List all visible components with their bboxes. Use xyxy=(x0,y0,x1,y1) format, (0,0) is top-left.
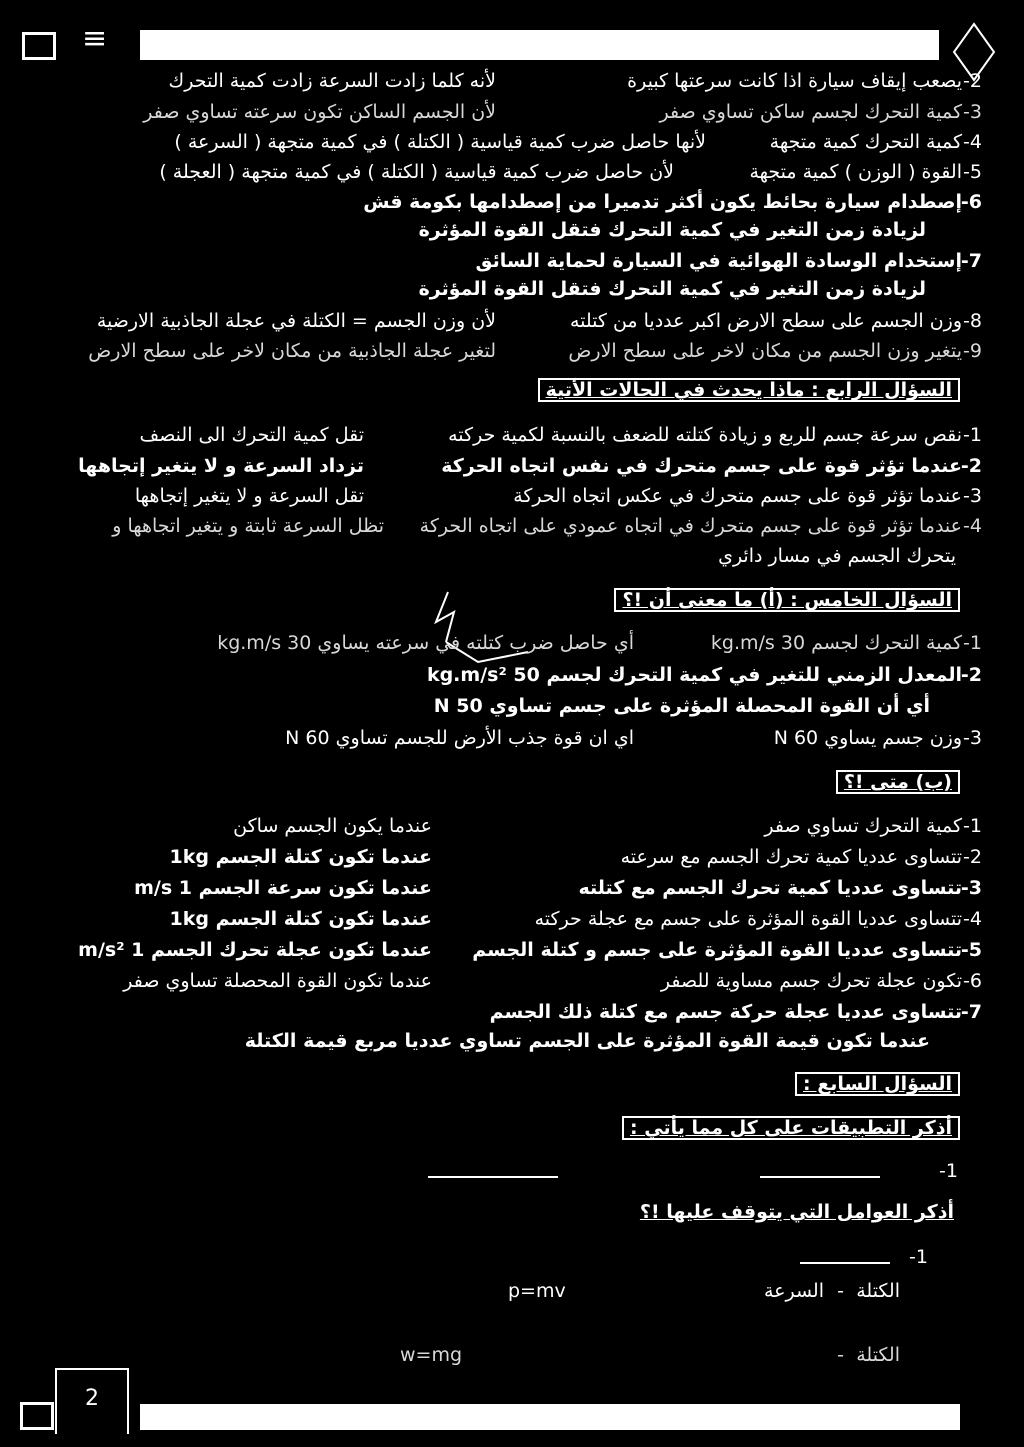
applications-number-1: -1 xyxy=(939,1160,958,1182)
statement-6: إصطدام سيارة بحائط يكون أكثر تدميرا من إصطدامها بكومة قش xyxy=(363,191,962,213)
factor2-formula: w=mg xyxy=(400,1344,463,1366)
case-number-3: -3 xyxy=(963,485,982,507)
when-number-6: -6 xyxy=(963,970,982,992)
number-5: -5 xyxy=(963,161,982,183)
meaning-answer-2: أي أن القوة المحصلة المؤثرة على جسم تساوي 50 N xyxy=(433,695,930,717)
reason-8: لأن وزن الجسم = الكتلة في عجلة الجاذبية الارضية xyxy=(96,310,496,332)
meaning-answer-3: اي ان قوة جذب الأرض للجسم تساوي 60 N xyxy=(285,727,634,749)
when-question-1: كمية التحرك تساوي صفر xyxy=(764,815,962,837)
result-3: تقل السرعة و لا يتغير إتجاهها xyxy=(134,485,364,507)
meaning-number-1: -1 xyxy=(963,632,982,654)
when-question-4: تتساوى عدديا القوة المؤثرة على جسم مع عجلة حركته xyxy=(534,908,962,930)
applications-scribble-left xyxy=(428,1176,558,1178)
when-answer-1: عندما يكون الجسم ساكن xyxy=(233,815,432,837)
factors-sub-number: -1 xyxy=(909,1246,928,1268)
result-2: تزداد السرعة و لا يتغير إتجاهها xyxy=(78,455,364,477)
case-4-continuation: يتحرك الجسم في مسار دائري xyxy=(718,545,956,567)
reason-4: لأنها حاصل ضرب كمية قياسية ( الكتلة ) في كمية متجهة ( السرعة ) xyxy=(174,131,706,153)
when-number-2: -2 xyxy=(963,846,982,868)
statement-5: القوة ( الوزن ) كمية متجهة xyxy=(749,161,962,183)
when-answer-4: عندما تكون كتلة الجسم 1kg xyxy=(169,908,432,930)
factors-sub-scribble xyxy=(800,1262,890,1264)
corner-box-bottom-left xyxy=(20,1402,54,1430)
corner-box-top-left xyxy=(22,32,56,60)
reason-2: لأنه كلما زادت السرعة زادت كمية التحرك xyxy=(168,70,496,92)
number-9: -9 xyxy=(963,340,982,362)
when-number-7: -7 xyxy=(960,1001,982,1023)
statement-2: يصعب إيقاف سيارة اذا كانت سرعتها كبيرة xyxy=(627,70,962,92)
number-3: -3 xyxy=(963,101,982,123)
when-question-2: تتساوى عدديا كمية تحرك الجسم مع سرعته xyxy=(620,846,962,868)
diamond-icon xyxy=(948,22,988,62)
case-4: عندما تؤثر قوة على جسم متحرك في اتجاه عمودي على اتجاه الحركة xyxy=(419,515,962,537)
when-number-4: -4 xyxy=(963,908,982,930)
case-3: عندما تؤثر قوة على جسم متحرك في عكس اتجاه الحركة xyxy=(513,485,962,507)
statement-3: كمية التحرك لجسم ساكن تساوي صفر xyxy=(659,101,962,123)
factor1-separator: - xyxy=(837,1280,844,1302)
case-number-4: -4 xyxy=(963,515,982,537)
number-7: -7 xyxy=(960,250,982,272)
section-heading-when: (ب) متى !؟ xyxy=(836,770,960,794)
header-bar xyxy=(140,30,939,60)
when-answer-5: عندما تكون عجلة تحرك الجسم 1 m/s² xyxy=(78,939,432,961)
statement-4: كمية التحرك كمية متجهة xyxy=(769,131,962,153)
statement-9: يتغير وزن الجسم من مكان لاخر على سطح الارض xyxy=(568,340,962,362)
number-2: -2 xyxy=(963,70,982,92)
statement-8: وزن الجسم على سطح الارض اكبر عدديا من كتلته xyxy=(569,310,962,332)
result-4: تظل السرعة ثابتة و يتغير اتجاهها و xyxy=(112,515,384,537)
section-heading-meaning: السؤال الخامس : (أ) ما معنى أن !؟ xyxy=(614,588,960,612)
result-1: تقل كمية التحرك الى النصف xyxy=(139,424,364,446)
factor1-formula: p=mv xyxy=(508,1280,566,1302)
when-question-7: تتساوى عدديا عجلة حركة جسم مع كتلة ذلك الجسم xyxy=(489,1001,962,1023)
reason-7: لزيادة زمن التغير في كمية التحرك فتقل القوة المؤثرة xyxy=(418,278,926,300)
meaning-statement-3: وزن جسم يساوي 60 N xyxy=(773,727,962,749)
case-2: عندما تؤثر قوة على جسم متحرك في نفس اتجاه الحركة xyxy=(441,455,962,477)
when-number-3: -3 xyxy=(960,877,982,899)
factor2-separator: - xyxy=(837,1344,844,1366)
meaning-statement-1: كمية التحرك لجسم 30 kg.m/s xyxy=(710,632,962,654)
when-question-5: تتساوى عدديا القوة المؤثرة على جسم و كتلة الجسم xyxy=(472,939,962,961)
meaning-answer-1: أي حاصل ضرب كتلته في سرعته يساوي 30 kg.m/s xyxy=(217,632,634,654)
meaning-number-2: -2 xyxy=(960,664,982,686)
when-question-6: تكون عجلة تحرك جسم مساوية للصفر xyxy=(660,970,962,992)
page-number: 2 xyxy=(55,1368,129,1434)
reason-6: لزيادة زمن التغير في كمية التحرك فتقل القوة المؤثرة xyxy=(418,219,926,241)
section-subheading-applications: أذكر التطبيقات على كل مما يأتي : xyxy=(622,1116,960,1140)
reason-3: لأن الجسم الساكن تكون سرعته تساوي صفر xyxy=(143,101,496,123)
when-answer-3: عندما تكون سرعة الجسم 1 m/s xyxy=(134,877,432,899)
reason-9: لتغير عجلة الجاذبية من مكان لاخر على سطح الارض xyxy=(88,340,496,362)
when-answer-2: عندما تكون كتلة الجسم 1kg xyxy=(169,846,432,868)
meaning-statement-2: المعدل الزمني للتغير في كمية التحرك لجسم 50 kg.m/s² xyxy=(426,664,962,686)
when-number-5: -5 xyxy=(960,939,982,961)
when-question-3: تتساوى عدديا كمية تحرك الجسم مع كتلته xyxy=(578,877,962,899)
factor1-label: الكتلة xyxy=(856,1280,900,1302)
reason-5: لأن حاصل ضرب كمية قياسية ( الكتلة ) في كمية متجهة ( العجلة ) xyxy=(159,161,674,183)
number-8: -8 xyxy=(963,310,982,332)
case-number-2: -2 xyxy=(960,455,982,477)
meaning-number-3: -3 xyxy=(963,727,982,749)
applications-scribble-right xyxy=(760,1176,880,1178)
factor1-value: السرعة xyxy=(763,1280,824,1302)
section-heading-what-happens: السؤال الرابع : ماذا يحدث في الحالات الأتية xyxy=(538,378,960,402)
case-1: نقص سرعة جسم للربع و زيادة كتلته للضعف بالنسبة لكمية حركته xyxy=(448,424,962,446)
number-4: -4 xyxy=(963,131,982,153)
when-answer-7: عندما تكون قيمة القوة المؤثرة على الجسم تساوي عدديا مربع قيمة الكتلة xyxy=(244,1030,930,1052)
factor2-label: الكتلة xyxy=(856,1344,900,1366)
factors-heading: أذكر العوامل التي يتوقف عليها !؟ xyxy=(639,1201,954,1223)
case-number-1: -1 xyxy=(963,424,982,446)
list-icon: ≡ xyxy=(82,21,108,56)
statement-7: إستخدام الوسادة الهوائية في السيارة لحماية السائق xyxy=(475,250,962,272)
when-number-1: -1 xyxy=(963,815,982,837)
section-heading-seventh: السؤال السابع : xyxy=(795,1072,960,1096)
when-answer-6: عندما تكون القوة المحصلة تساوي صفر xyxy=(123,970,432,992)
footer-bar xyxy=(140,1404,960,1430)
number-6: -6 xyxy=(960,191,982,213)
